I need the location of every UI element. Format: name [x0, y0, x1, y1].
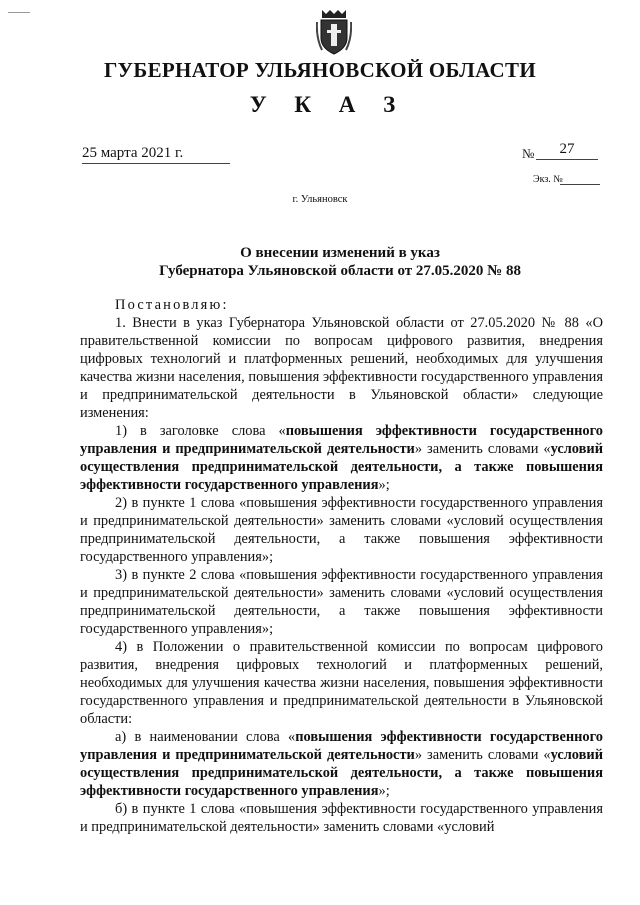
- subject-line-1: О внесении изменений в указ: [240, 245, 440, 261]
- city: г. Ульяновск: [292, 194, 348, 205]
- bold-phrase: повышения эффективности государственного управления и предпринимательской деятельности: [80, 729, 604, 763]
- paragraph-6: [80, 728, 603, 800]
- paragraph-1: 1. Внести в указ Губернатора Ульяновской области от 27.05.2020 № 88 «О правительственной комиссии по вопросам цифрового развития, внедрения цифровых технологий и платформенных решений, необходимых для улучшения качества жизни населения, повышения эффективности государственного управления и предпринимательской деятельности в Ульяновской области» следующие изменения:: [80, 315, 603, 421]
- paragraph-7: б) в пункте 1 слова «повышения эффективности государственного управления и предпринимательской деятельности» заменить словами «условий: [80, 801, 603, 835]
- paragraph-4: 3) в пункте 2 слова «повышения эффективности государственного управления и предпринимательской деятельности» заменить словами «условий осуществления предпринимательской деятельности, а также повышения эффективности государственного управления»;: [80, 567, 603, 637]
- text-span: » заменить словами «: [414, 747, 551, 763]
- governor-title: ГУБЕРНАТОР УЛЬЯНОВСКОЙ ОБЛАСТИ: [104, 58, 536, 82]
- document-body: [80, 296, 603, 836]
- bold-phrase: повышения эффективности государственного управления и предпринимательской деятельности: [80, 423, 603, 457]
- paragraph-3: 2) в пункте 1 слова «повышения эффективности государственного управления и предпринимательской деятельности» заменить словами «условий осуществления предпринимательской деятельности, а также повышения эффективности государственного управления»;: [80, 495, 603, 565]
- text-span: »;: [378, 477, 390, 493]
- document-subject: [80, 244, 600, 280]
- paragraph-2: [80, 422, 603, 494]
- document-number: 27: [536, 141, 598, 160]
- decree-word: Постановляю:: [115, 297, 229, 313]
- copy-number-line: [560, 184, 600, 185]
- copy-number-label: Экз. №: [533, 174, 563, 185]
- text-span: » заменить словами «: [414, 441, 551, 457]
- paragraph-5: 4) в Положении о правительственной комиссии по вопросам цифрового развития, внедрения цифровых технологий и платформенных решений, необходимых для улучшения качества жизни населения, повышения эффективности государственного управления и предпринимательской деятельности в Ульяновской области:: [80, 639, 603, 727]
- text-span: 1) в заголовке слова «: [115, 423, 286, 439]
- bold-phrase: условий осуществления предпринимательской деятельности, а также повышения эффективности государственного управления: [80, 747, 603, 799]
- corner-mark: [8, 12, 30, 23]
- number-sign: №: [522, 146, 535, 161]
- document-type: У К А З: [249, 92, 407, 117]
- text-span: »;: [378, 783, 390, 799]
- document-date: 25 марта 2021 г.: [82, 145, 230, 164]
- bold-phrase: условий осуществления предпринимательской деятельности, а также повышения эффективности государственного управления: [80, 441, 603, 493]
- text-span: а) в наименовании слова «: [115, 729, 296, 745]
- subject-line-2: Губернатора Ульяновской области от 27.05.2020 № 88: [159, 263, 521, 279]
- coat-of-arms-icon: [316, 8, 352, 56]
